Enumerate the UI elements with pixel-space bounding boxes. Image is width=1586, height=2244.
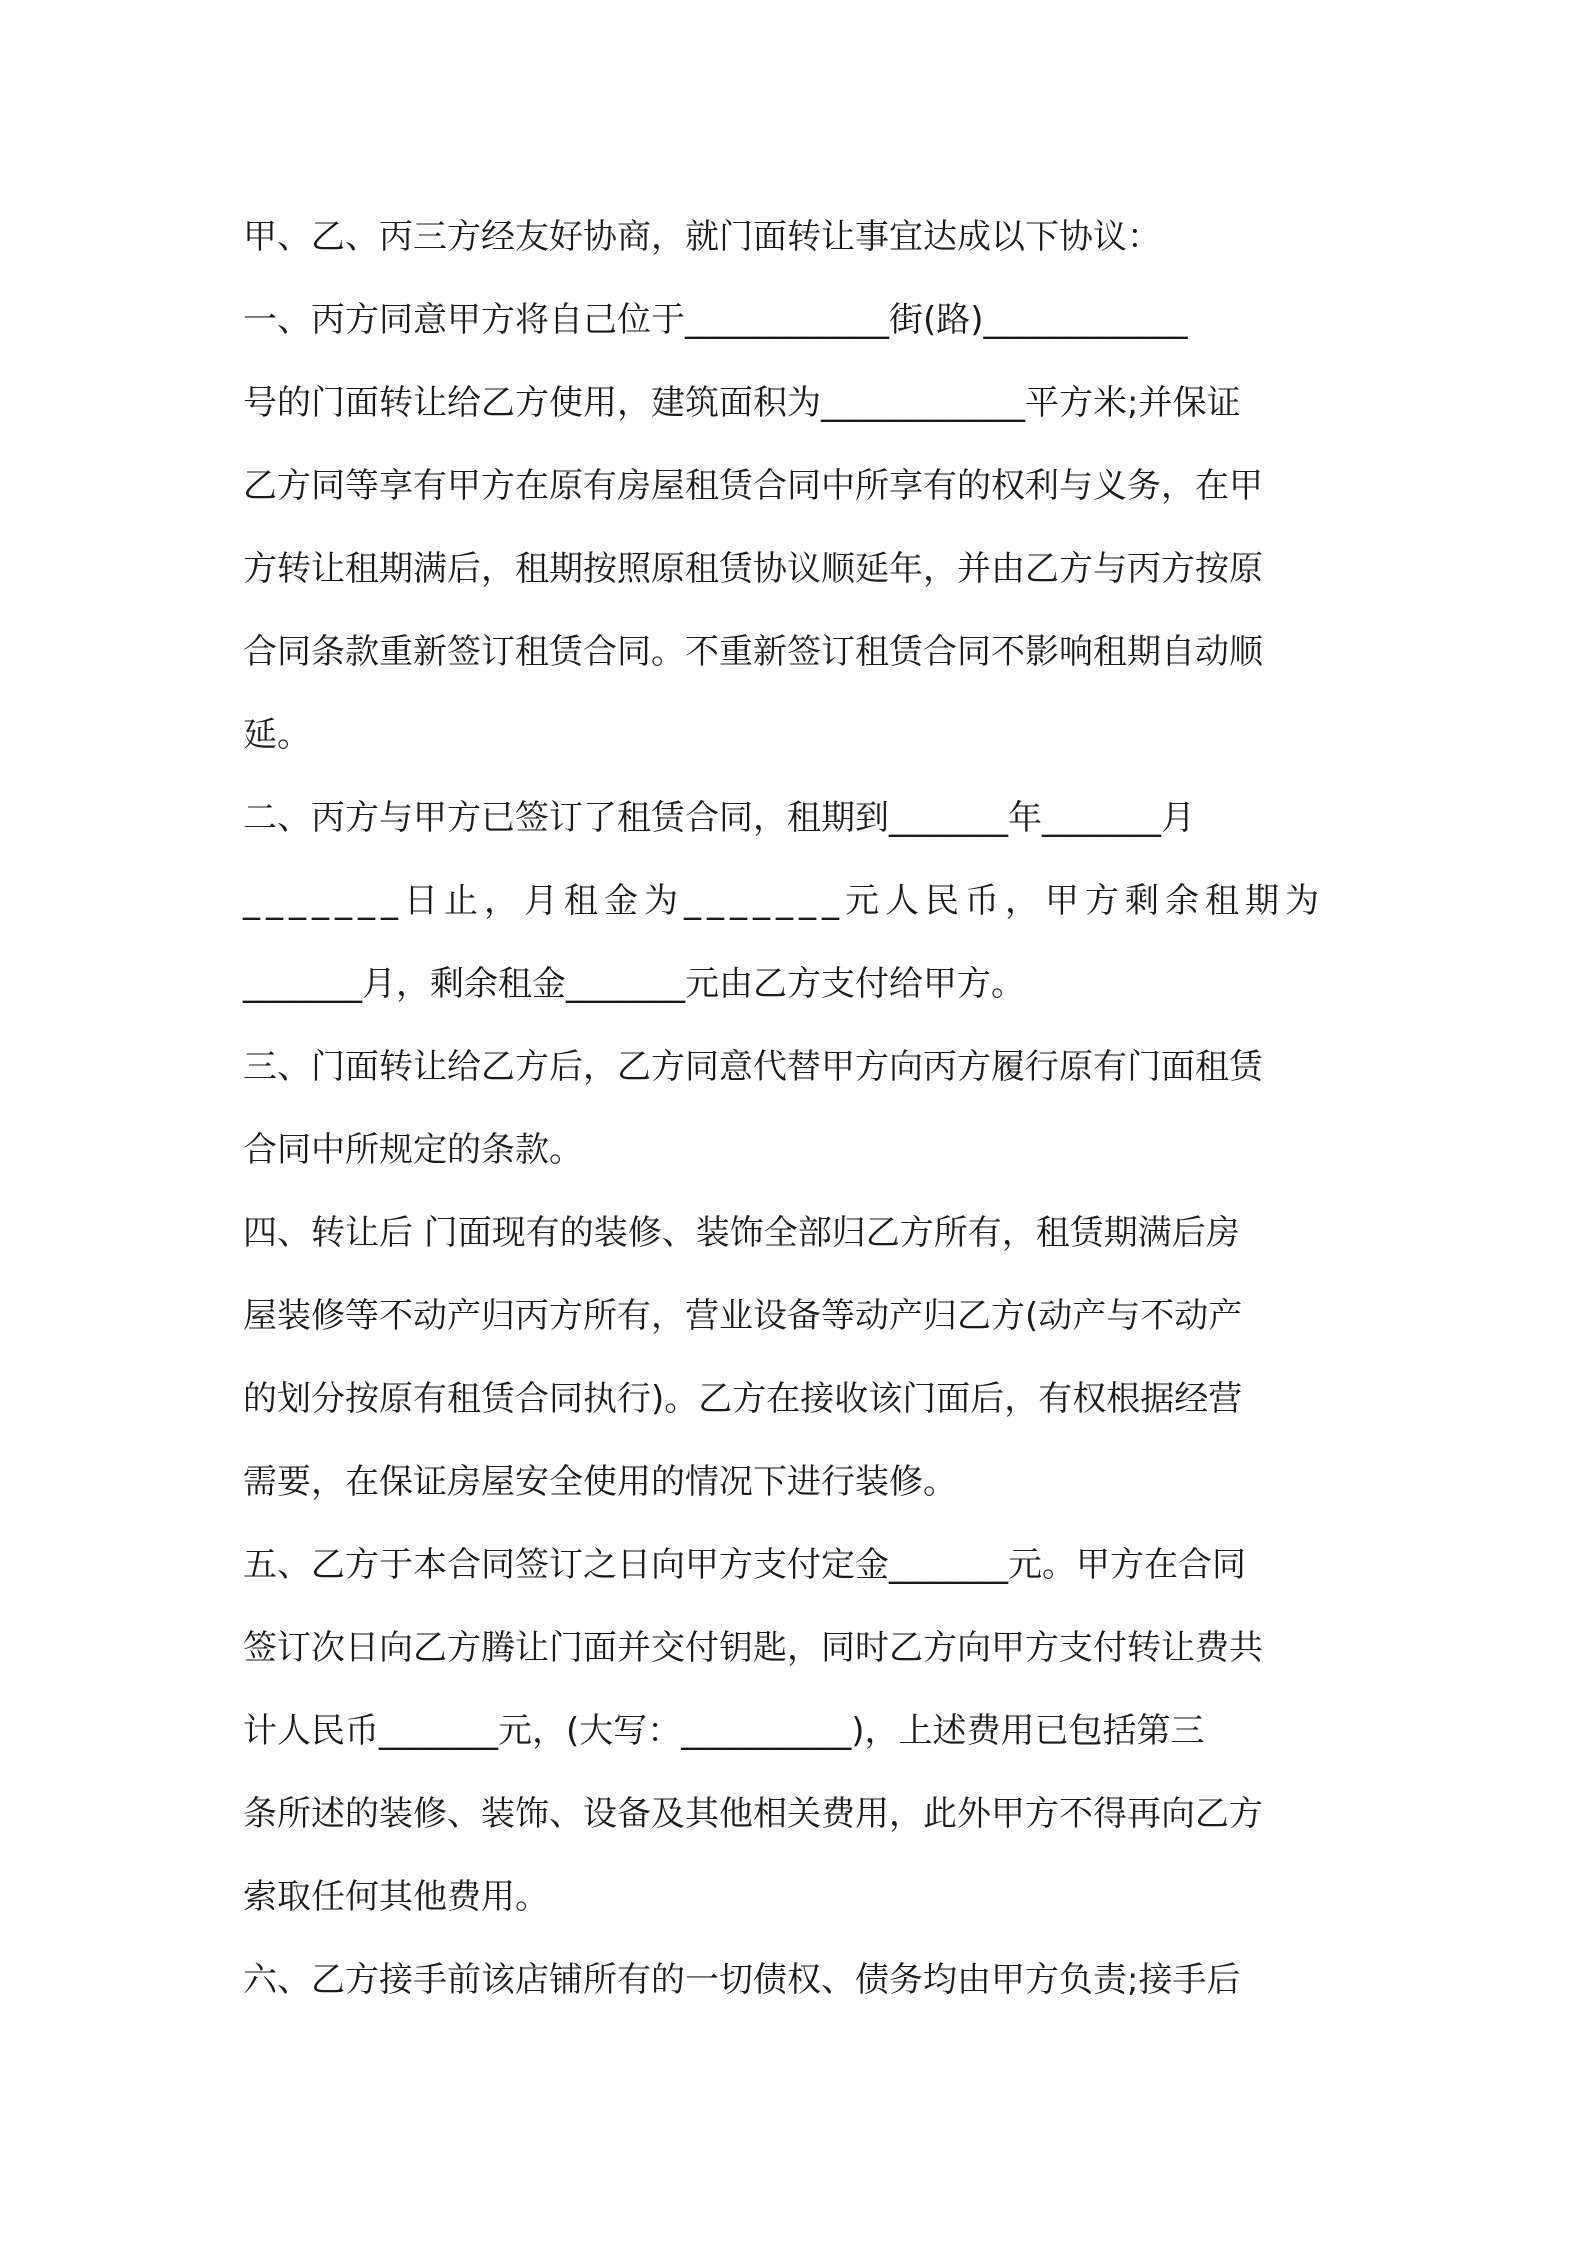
clause-line: 方转让租期满后，租期按照原租赁协议顺延年，并由乙方与丙方按原 (243, 549, 1263, 589)
clause-line: 屋装修等不动产归丙方所有，营业设备等动产归乙方(动产与不动产 (243, 1296, 1243, 1336)
clause-line: 合同条款重新签订租赁合同。不重新签订租赁合同不影响租期自动顺 (243, 632, 1263, 672)
clause-line: 五、乙方于本合同签订之日向甲方支付定金_______元。甲方在合同 (243, 1545, 1246, 1585)
clause-line: _______日止，月租金为_______元人民币，甲方剩余租期为 (243, 881, 1325, 921)
clause-line: 的划分按原有租赁合同执行)。乙方在接收该门面后，有权根据经营 (243, 1379, 1243, 1419)
clause-line: 乙方同等享有甲方在原有房屋租赁合同中所享有的权利与义务，在甲 (243, 466, 1263, 506)
clause-4 (243, 1192, 1351, 1524)
clause-5 (243, 1524, 1351, 1939)
clause-line: 二、丙方与甲方已签订了租赁合同，租期到_______年_______月 (243, 798, 1195, 838)
clause-2 (243, 777, 1351, 1026)
clause-line: _______月，剩余租金_______元由乙方支付给甲方。 (243, 964, 1025, 1004)
intro-line: 甲、乙、丙三方经友好协商，就门面转让事宜达成以下协议： (243, 217, 1161, 257)
clause-line: 需要，在保证房屋安全使用的情况下进行装修。 (243, 1462, 957, 1502)
clause-6 (243, 1939, 1351, 2022)
clause-line: 计人民币_______元，(大写：__________)，上述费用已包括第三 (243, 1711, 1205, 1751)
clause-line: 六、乙方接手前该店铺所有的一切债权、债务均由甲方负责;接手后 (243, 1960, 1241, 2000)
clause-line: 三、门面转让给乙方后，乙方同意代替甲方向丙方履行原有门面租赁 (243, 1047, 1263, 1087)
clause-line: 条所述的装修、装饰、设备及其他相关费用，此外甲方不得再向乙方 (243, 1794, 1263, 1834)
clause-3 (243, 1026, 1351, 1192)
clause-line: 延。 (243, 715, 311, 755)
clause-line: 号的门面转让给乙方使用，建筑面积为____________平方米;并保证 (243, 383, 1241, 423)
contract-body (243, 196, 1351, 2022)
clause-line: 索取任何其他费用。 (243, 1877, 549, 1917)
clause-line: 合同中所规定的条款。 (243, 1130, 583, 1170)
clause-line: 签订次日向乙方腾让门面并交付钥匙，同时乙方向甲方支付转让费共 (243, 1628, 1263, 1668)
clause-line: 四、转让后 门面现有的装修、装饰全部归乙方所有，租赁期满后房 (243, 1213, 1240, 1253)
clause-line: 一、丙方同意甲方将自己位于____________街(路)____________ (243, 300, 1188, 340)
clause-1 (243, 279, 1351, 777)
